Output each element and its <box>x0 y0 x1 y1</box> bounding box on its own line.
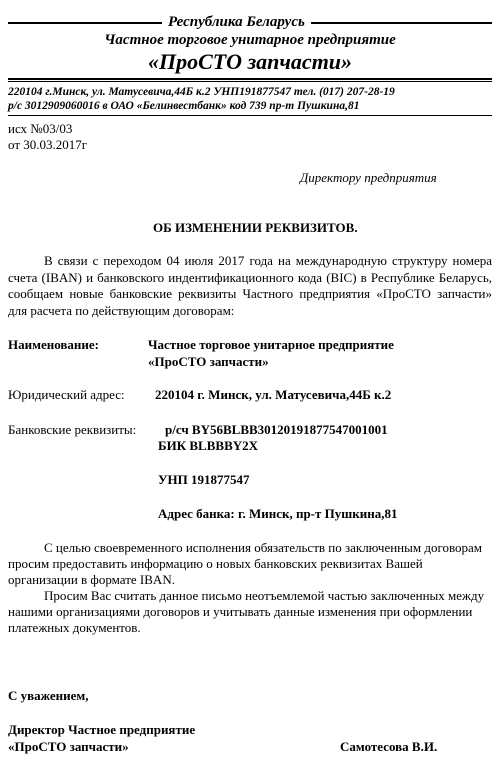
legal-address-label: Юридический адрес: <box>8 387 125 402</box>
name-label: Наименование: <box>8 337 99 352</box>
letterhead-country: Республика Беларусь <box>162 14 311 31</box>
unp-number: УНП 191877547 <box>158 472 250 487</box>
bank-account: р/сч BY56BLBB30120191877547001001 <box>165 422 388 437</box>
name-line-1: Частное торговое унитарное предприятие <box>148 337 394 352</box>
closing: С уважением, <box>8 688 89 703</box>
intro-paragraph: В связи с переходом 04 июля 2017 года на международную структуру номера счета (IBAN) и банковского индентификационного кода (BIC) в Республике Беларусь, сообщаем новые банковские реквизиты Частного предприятия «ПроСТО запчасти» для расчета по действующим договорам: <box>8 253 492 318</box>
body-paragraph-2: Просим Вас считать данное письмо неотъемлемой частью заключенных между нашими организациями договоров и учитывать данные изменения при оформлении платежных документов. <box>8 588 485 635</box>
letterhead-enterprise-type: Частное торговое унитарное предприятие <box>104 32 396 48</box>
letterhead-bank-line: р/с 3012909060016 в ОАО «Белинвестбанк» код 739 пр-т Пушкина,81 <box>8 100 360 112</box>
signature-title-line-1: Директор Частное предприятие <box>8 722 196 737</box>
signature-title-line-2: «ПроСТО запчасти» <box>8 739 129 754</box>
letter-subject: ОБ ИЗМЕНЕНИИ РЕКВИЗИТОВ. <box>153 220 358 235</box>
addressee: Директору предприятия <box>300 170 437 185</box>
bank-details-label: Банковские реквизиты: <box>8 422 137 437</box>
outgoing-number: исх №03/03 <box>8 121 73 136</box>
outgoing-date: от 30.03.2017г <box>8 137 88 152</box>
legal-address-value: 220104 г. Минск, ул. Матусевича,44Б к.2 <box>155 387 392 402</box>
bank-address: Адрес банка: г. Минск, пр-т Пушкина,81 <box>158 506 398 521</box>
letterhead-bottom-rule <box>8 115 492 116</box>
body-paragraph-1: С целью своевременного исполнения обязательств по заключенным договорам просим предоставить информацию о новых банковских реквизитах Вашей организации в формате IBAN. <box>8 540 483 587</box>
letterhead-company-name: «ПроСТО запчасти» <box>147 49 353 74</box>
signer-name: Самотесова В.И. <box>340 739 438 754</box>
bank-bic: БИК BLBBBY2X <box>158 438 259 453</box>
letterhead-rule-upper <box>8 78 492 80</box>
name-line-2: «ПроСТО запчасти» <box>148 354 269 369</box>
letterhead-address-line: 220104 г.Минск, ул. Матусевича,44Б к.2 УНП191877547 тел. (017) 207-28-19 <box>8 86 395 98</box>
letterhead-rule-lower <box>8 81 492 82</box>
